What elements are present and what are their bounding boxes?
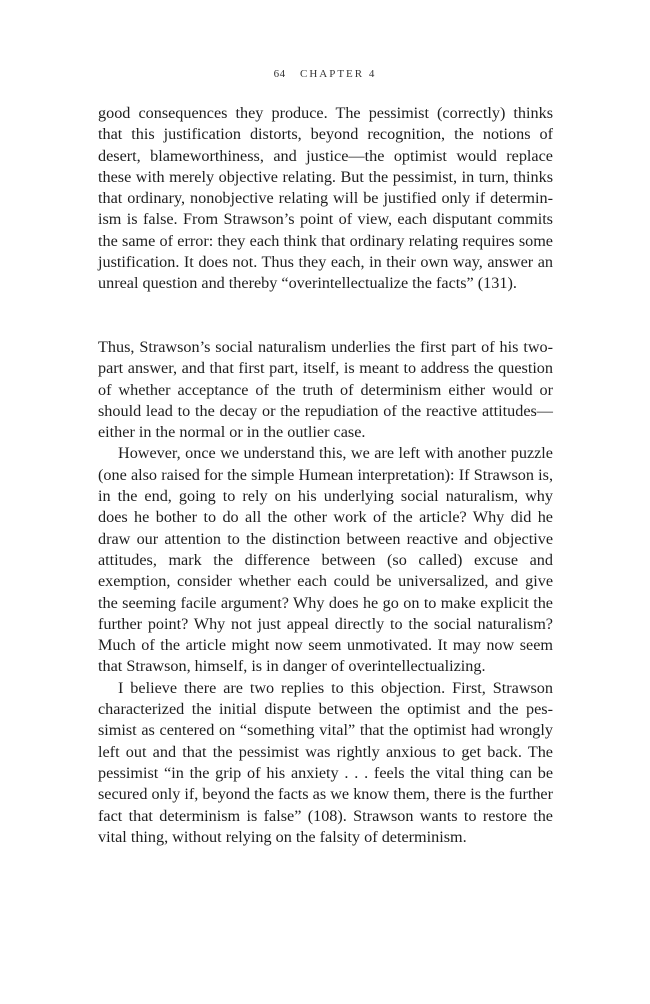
paragraph-continuation: good consequences they produce. The pessimist (correctly) thinks that this justification distorts, beyond recognition, the notions of desert, blameworthiness, and justice—the optimist would replace these with merely objective relating. But the pessimist, in turn, thinks that ordinary, nonobjective relating will be justified only if determinism is false. From Strawson’s point of view, each disputant commits the same of error: they each think that ordinary relating requires some justification. It does not. Thus they each, in their own way, answer an unreal question and thereby “overintellectualize the facts” (131). [98, 104, 553, 293]
running-head [0, 68, 650, 80]
text-section-1 [98, 103, 553, 295]
page-number: 64 [273, 68, 286, 80]
paragraph-replies: I believe there are two replies to this objection. First, Strawson characterized the initial dispute between the optimist and the pessimist as centered on “something vital” that the optimist had wrongly left out and that the pessimist was rightly anxious to get back. The pessimist “in the grip of his anxiety . . . feels the vital thing can be secured only if, beyond the facts as we know them, there is the further fact that determinism is false” (108). Strawson wants to restore the vital thing, without relying on the falsity of determinism. [98, 678, 553, 846]
chapter-label: CHAPTER 4 [299, 68, 377, 80]
paragraph-puzzle: However, once we understand this, we are left with another puzzle (one also raised for the simple Humean interpretation): If Strawson is, in the end, going to rely on his underlying social naturalism, why does he bother to do all the other work of the article? Why did he draw our attention to the distinction between reactive and objective attitudes, mark the difference between (so called) excuse and exemption, consider whether each could be universalized, and give the seeming facile argument? Why does he go on to make explicit the further point? Why not just appeal directly to the social naturalism? Much of the article might now seem unmotivated. It may now seem that Strawson, himself, is in danger of overintellectualizing. [98, 444, 553, 676]
paragraph-section-opening: Thus, Strawson’s social naturalism underlies the first part of his two-part answer, and that first part, itself, is meant to address the question of whether acceptance of the truth of determinism either would or should lead to the decay or the repudiation of the reactive attitudes—either in the normal or in the outlier case. [98, 338, 553, 442]
text-section-2 [98, 337, 553, 848]
